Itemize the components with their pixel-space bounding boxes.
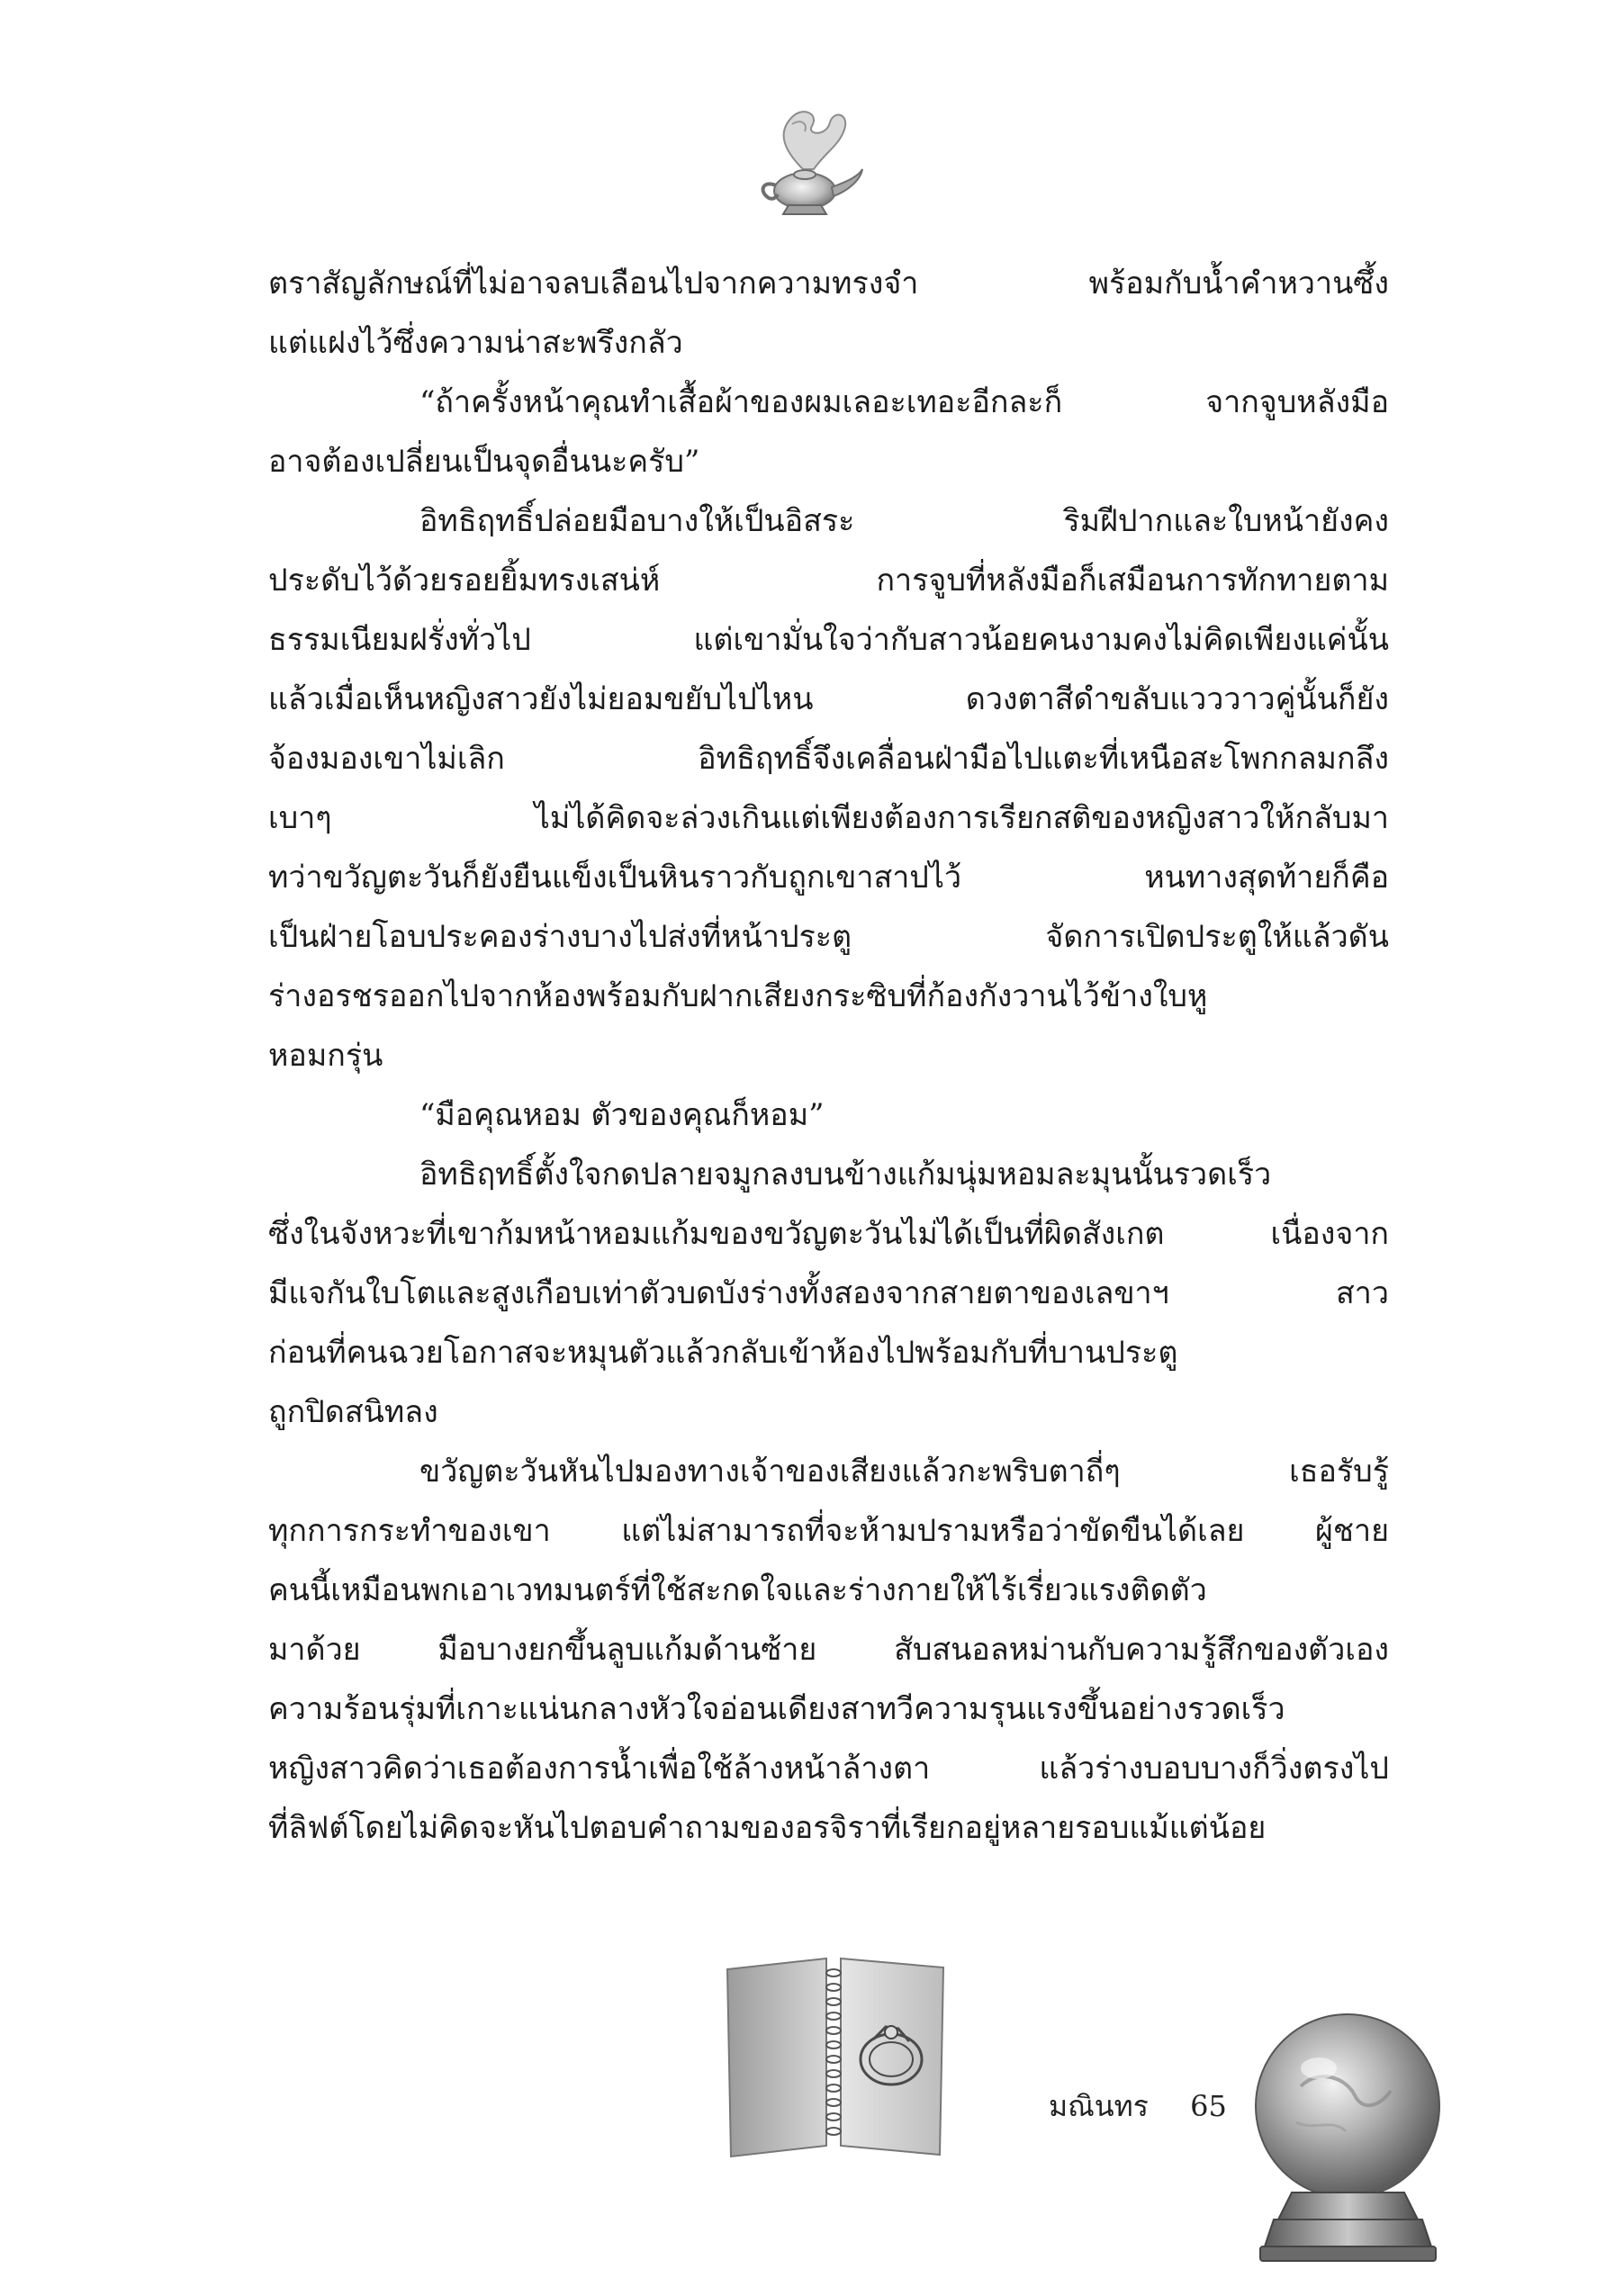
text-line: ที่ลิฟต์โดยไม่คิดจะหันไปตอบคำถามของอรจิราที่เรียกอยู่หลายรอบแม้แต่น้อย [268,1810,1267,1846]
text-line: ทว่าขวัญตะวันก็ยังยืนแข็งเป็นหินราวกับถูกเขาสาปไว้ หนทางสุดท้ายก็คือ [268,860,1389,896]
author-name: มณินทร [1049,2089,1149,2123]
body-text [268,254,1389,1858]
text-line: คนนี้เหมือนพกเอาเวทมนตร์ที่ใช้สะกดใจและร่างกายให้ไร้เรี่ยวแรงติดตัว [268,1572,1207,1608]
text-line: ทุกการกระทำของเขา แต่ไม่สามารถที่จะห้ามปรามหรือว่าขัดขืนได้เลย ผู้ชาย [268,1513,1389,1549]
text-line: แล้วเมื่อเห็นหญิงสาวยังไม่ยอมขยับไปไหน ดวงตาสีดำขลับแวววาวคู่นั้นก็ยัง [268,681,1389,717]
text-line: ตราสัญลักษณ์ที่ไม่อาจลบเลือนไปจากความทรงจำ พร้อมกับน้ำคำหวานซึ้ง [268,266,1389,302]
text-line: หอมกรุ่น [268,1038,383,1074]
page-footer [1049,2084,1227,2129]
text-line: แต่แฝงไว้ซึ่งความน่าสะพรึงกลัว [268,325,683,361]
crystal-ball-icon [1247,2005,1449,2266]
text-line: หญิงสาวคิดว่าเธอต้องการน้ำเพื่อใช้ล้างหน้าล้างตา แล้วร่างบอบบางก็วิ่งตรงไป [268,1751,1389,1787]
page-number: 65 [1190,2089,1227,2123]
text-line: “ถ้าครั้งหน้าคุณทำเสื้อผ้าของผมเลอะเทอะอีกละก็ จากจูบหลังมือ [419,384,1389,420]
text-line: มีแจกันใบโตและสูงเกือบเท่าตัวบดบังร่างทั้งสองจากสายตาของเลขาฯ สาว [268,1275,1389,1311]
text-line: ประดับไว้ด้วยรอยยิ้มทรงเสน่ห์ การจูบที่หลังมือก็เสมือนการทักทายตาม [268,563,1389,599]
text-line: เบาๆ ไม่ได้คิดจะล่วงเกินแต่เพียงต้องการเรียกสติของหญิงสาวให้กลับมา [268,800,1389,836]
text-line: อาจต้องเปลี่ยนเป็นจุดอื่นนะครับ” [268,444,700,480]
ring-sketchbook-illustration [718,1953,952,2160]
text-line: ถูกปิดสนิทลง [268,1394,438,1430]
text-line: ความร้อนรุ่มที่เกาะแน่นกลางหัวใจอ่อนเดียงสาทวีความรุนแรงขึ้นอย่างรวดเร็ว [268,1691,1285,1727]
text-line: อิทธิฤทธิ์ปล่อยมือบางให้เป็นอิสระ ริมฝีปากและใบหน้ายังคง [419,503,1389,539]
text-line: เป็นฝ่ายโอบประคองร่างบางไปส่งที่หน้าประตู จัดการเปิดประตูให้แล้วดัน [268,919,1389,955]
text-line: อิทธิฤทธิ์ตั้งใจกดปลายจมูกลงบนข้างแก้มนุ่มหอมละมุนนั้นรวดเร็ว [419,1157,1272,1193]
text-line: “มือคุณหอม ตัวของคุณก็หอม” [419,1097,825,1133]
text-line: มาด้วย มือบางยกขึ้นลูบแก้มด้านซ้าย สับสนอลหม่านกับความรู้สึกของตัวเอง [268,1632,1389,1668]
text-line: จ้องมองเขาไม่เลิก อิทธิฤทธิ์จึงเคลื่อนฝ่ามือไปแตะที่เหนือสะโพกกลมกลึง [268,741,1389,777]
text-line: ก่อนที่คนฉวยโอกาสจะหมุนตัวแล้วกลับเข้าห้องไปพร้อมกับที่บานประตู [268,1335,1178,1371]
text-line: ขวัญตะวันหันไปมองทางเจ้าของเสียงแล้วกะพริบตาถี่ๆ เธอรับรู้ [419,1454,1389,1490]
genie-lamp-icon [749,97,866,232]
text-line: ร่างอรชรออกไปจากห้องพร้อมกับฝากเสียงกระซิบที่ก้องกังวานไว้ข้างใบหู [268,978,1208,1014]
text-line: ธรรมเนียมฝรั่งทั่วไป แต่เขามั่นใจว่ากับสาวน้อยคนงามคงไม่คิดเพียงแค่นั้น [268,622,1389,658]
text-line: ซึ่งในจังหวะที่เขาก้มหน้าหอมแก้มของขวัญตะวันไม่ได้เป็นที่ผิดสังเกต เนื่องจาก [268,1216,1389,1252]
